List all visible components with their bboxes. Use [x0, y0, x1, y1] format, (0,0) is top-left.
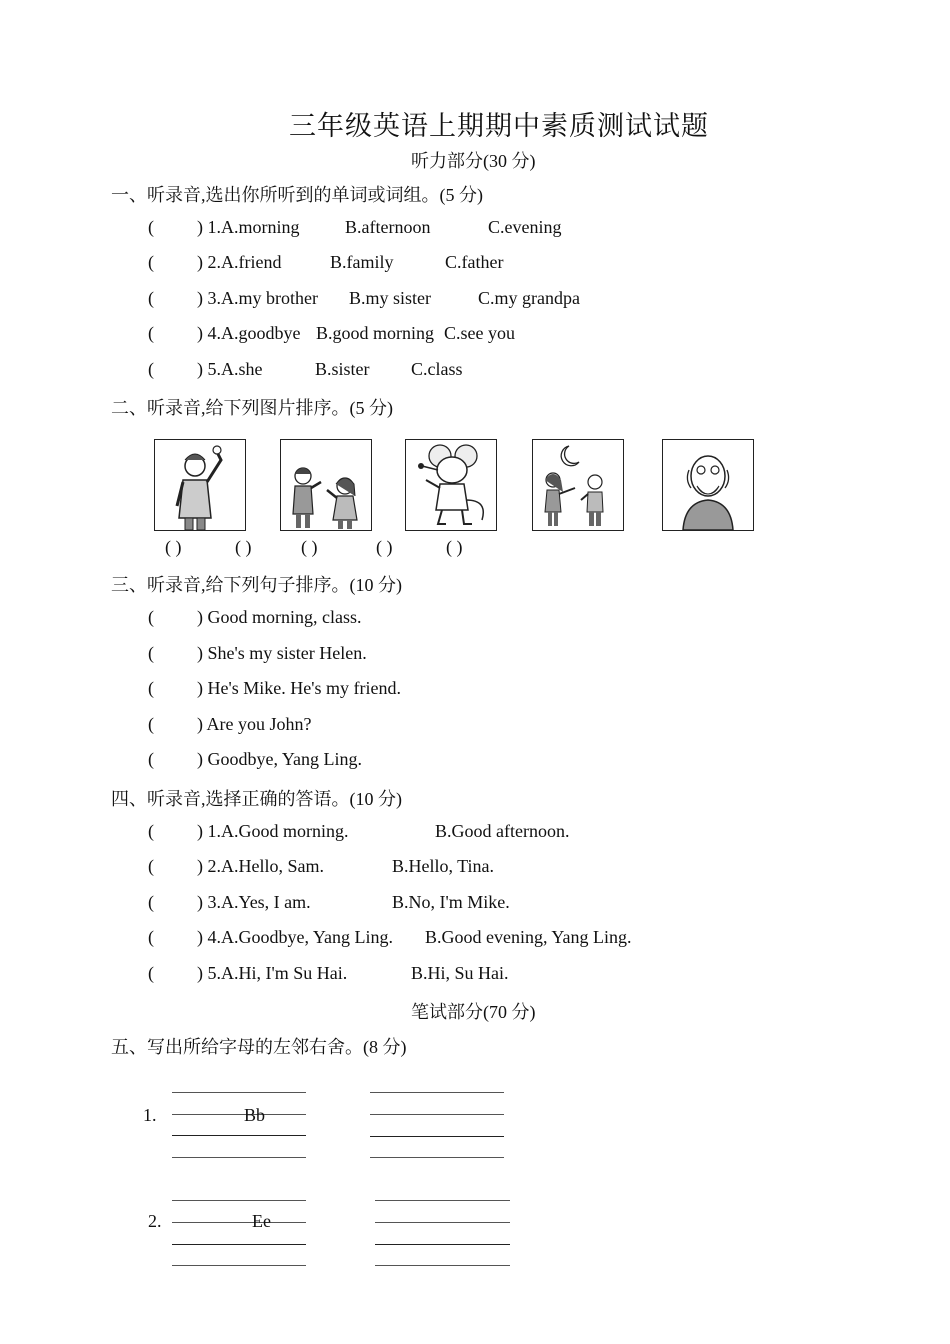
- section-4-heading: 四、听录音,选择正确的答语。(10 分): [111, 789, 402, 809]
- list-item: ( ) 4.A.Goodbye, Yang Ling. B.Good evening, Yang Ling.: [148, 927, 632, 947]
- page-title: 三年级英语上期期中素质测试试题: [289, 111, 709, 141]
- answer-writing-line[interactable]: [370, 1092, 504, 1093]
- answer-blank[interactable]: (: [148, 678, 154, 698]
- list-item: ( ) 2.A.friend B.family C.father: [148, 252, 504, 272]
- writing-line: [172, 1265, 306, 1266]
- writing-line: [172, 1114, 306, 1115]
- section-1-heading: 一、听录音,选出你所听到的单词或词组。(5 分): [111, 185, 483, 205]
- answer-blank[interactable]: (: [148, 217, 154, 237]
- answer-blank[interactable]: (: [148, 749, 154, 769]
- list-item: ( ) 3.A.Yes, I am. B.No, I'm Mike.: [148, 892, 510, 912]
- picture-answer-blank[interactable]: ( ): [165, 537, 182, 557]
- answer-writing-line[interactable]: [370, 1157, 504, 1158]
- answer-blank[interactable]: (: [148, 359, 154, 379]
- section-5-heading: 五、写出所给字母的左邻右舍。(8 分): [111, 1037, 407, 1057]
- list-item: ( ) 1.A.Good morning. B.Good afternoon.: [148, 821, 570, 841]
- answer-blank[interactable]: (: [148, 252, 154, 272]
- answer-blank[interactable]: (: [148, 643, 154, 663]
- given-letter: Bb: [244, 1105, 266, 1125]
- answer-blank[interactable]: (: [148, 714, 154, 734]
- writing-line: [172, 1157, 306, 1158]
- answer-blank[interactable]: (: [148, 323, 154, 343]
- picture-answer-blank[interactable]: ( ): [376, 537, 393, 557]
- list-item: ( ) Goodbye, Yang Ling.: [148, 749, 362, 769]
- writing-baseline: [172, 1135, 306, 1136]
- list-item: ( ) She's my sister Helen.: [148, 643, 367, 663]
- given-letter: Ee: [252, 1211, 271, 1231]
- list-item: ( ) 3.A.my brother B.my sister C.my grandpa: [148, 288, 580, 308]
- answer-blank[interactable]: (: [148, 927, 154, 947]
- answer-writing-line[interactable]: [370, 1114, 504, 1115]
- list-item: ( ) 5.A.she B.sister C.class: [148, 359, 463, 379]
- writing-line: [172, 1092, 306, 1093]
- children-at-night-picture: [532, 439, 624, 531]
- answer-writing-line[interactable]: [375, 1265, 510, 1266]
- two-children-greeting-picture: [280, 439, 372, 531]
- question-number: 1.: [143, 1105, 157, 1125]
- list-item: ( ) 5.A.Hi, I'm Su Hai. B.Hi, Su Hai.: [148, 963, 509, 983]
- picture-answer-blank[interactable]: ( ): [301, 537, 318, 557]
- picture-answer-blank[interactable]: ( ): [235, 537, 252, 557]
- answer-writing-baseline[interactable]: [370, 1136, 504, 1137]
- answer-blank[interactable]: (: [148, 288, 154, 308]
- list-item: ( ) He's Mike. He's my friend.: [148, 678, 401, 698]
- writing-part-header: 笔试部分(70 分): [411, 1002, 536, 1022]
- writing-baseline: [172, 1244, 306, 1245]
- answer-blank[interactable]: (: [148, 963, 154, 983]
- answer-blank[interactable]: (: [148, 821, 154, 841]
- list-item: ( ) Are you John?: [148, 714, 312, 734]
- list-item: ( ) 2.A.Hello, Sam. B.Hello, Tina.: [148, 856, 495, 876]
- answer-blank[interactable]: (: [148, 892, 154, 912]
- answer-writing-line[interactable]: [375, 1200, 510, 1201]
- mouse-picture: [405, 439, 497, 531]
- list-item: ( ) 1.A.morning B.afternoon C.evening: [148, 217, 562, 237]
- section-2-heading: 二、听录音,给下列图片排序。(5 分): [111, 398, 393, 418]
- answer-writing-baseline[interactable]: [375, 1244, 510, 1245]
- section-3-heading: 三、听录音,给下列句子排序。(10 分): [111, 575, 402, 595]
- picture-answer-blank[interactable]: ( ): [446, 537, 463, 557]
- writing-line: [172, 1222, 306, 1223]
- list-item: ( ) 4.A.goodbye B.good morning C.see you: [148, 323, 515, 343]
- question-number: 2.: [148, 1211, 162, 1231]
- listening-part-header: 听力部分(30 分): [411, 151, 536, 171]
- grandpa-picture: [662, 439, 754, 531]
- list-item: ( ) Good morning, class.: [148, 607, 362, 627]
- answer-blank[interactable]: (: [148, 856, 154, 876]
- answer-blank[interactable]: (: [148, 607, 154, 627]
- boy-waving-picture: [154, 439, 246, 531]
- writing-line: [172, 1200, 306, 1201]
- answer-writing-line[interactable]: [375, 1222, 510, 1223]
